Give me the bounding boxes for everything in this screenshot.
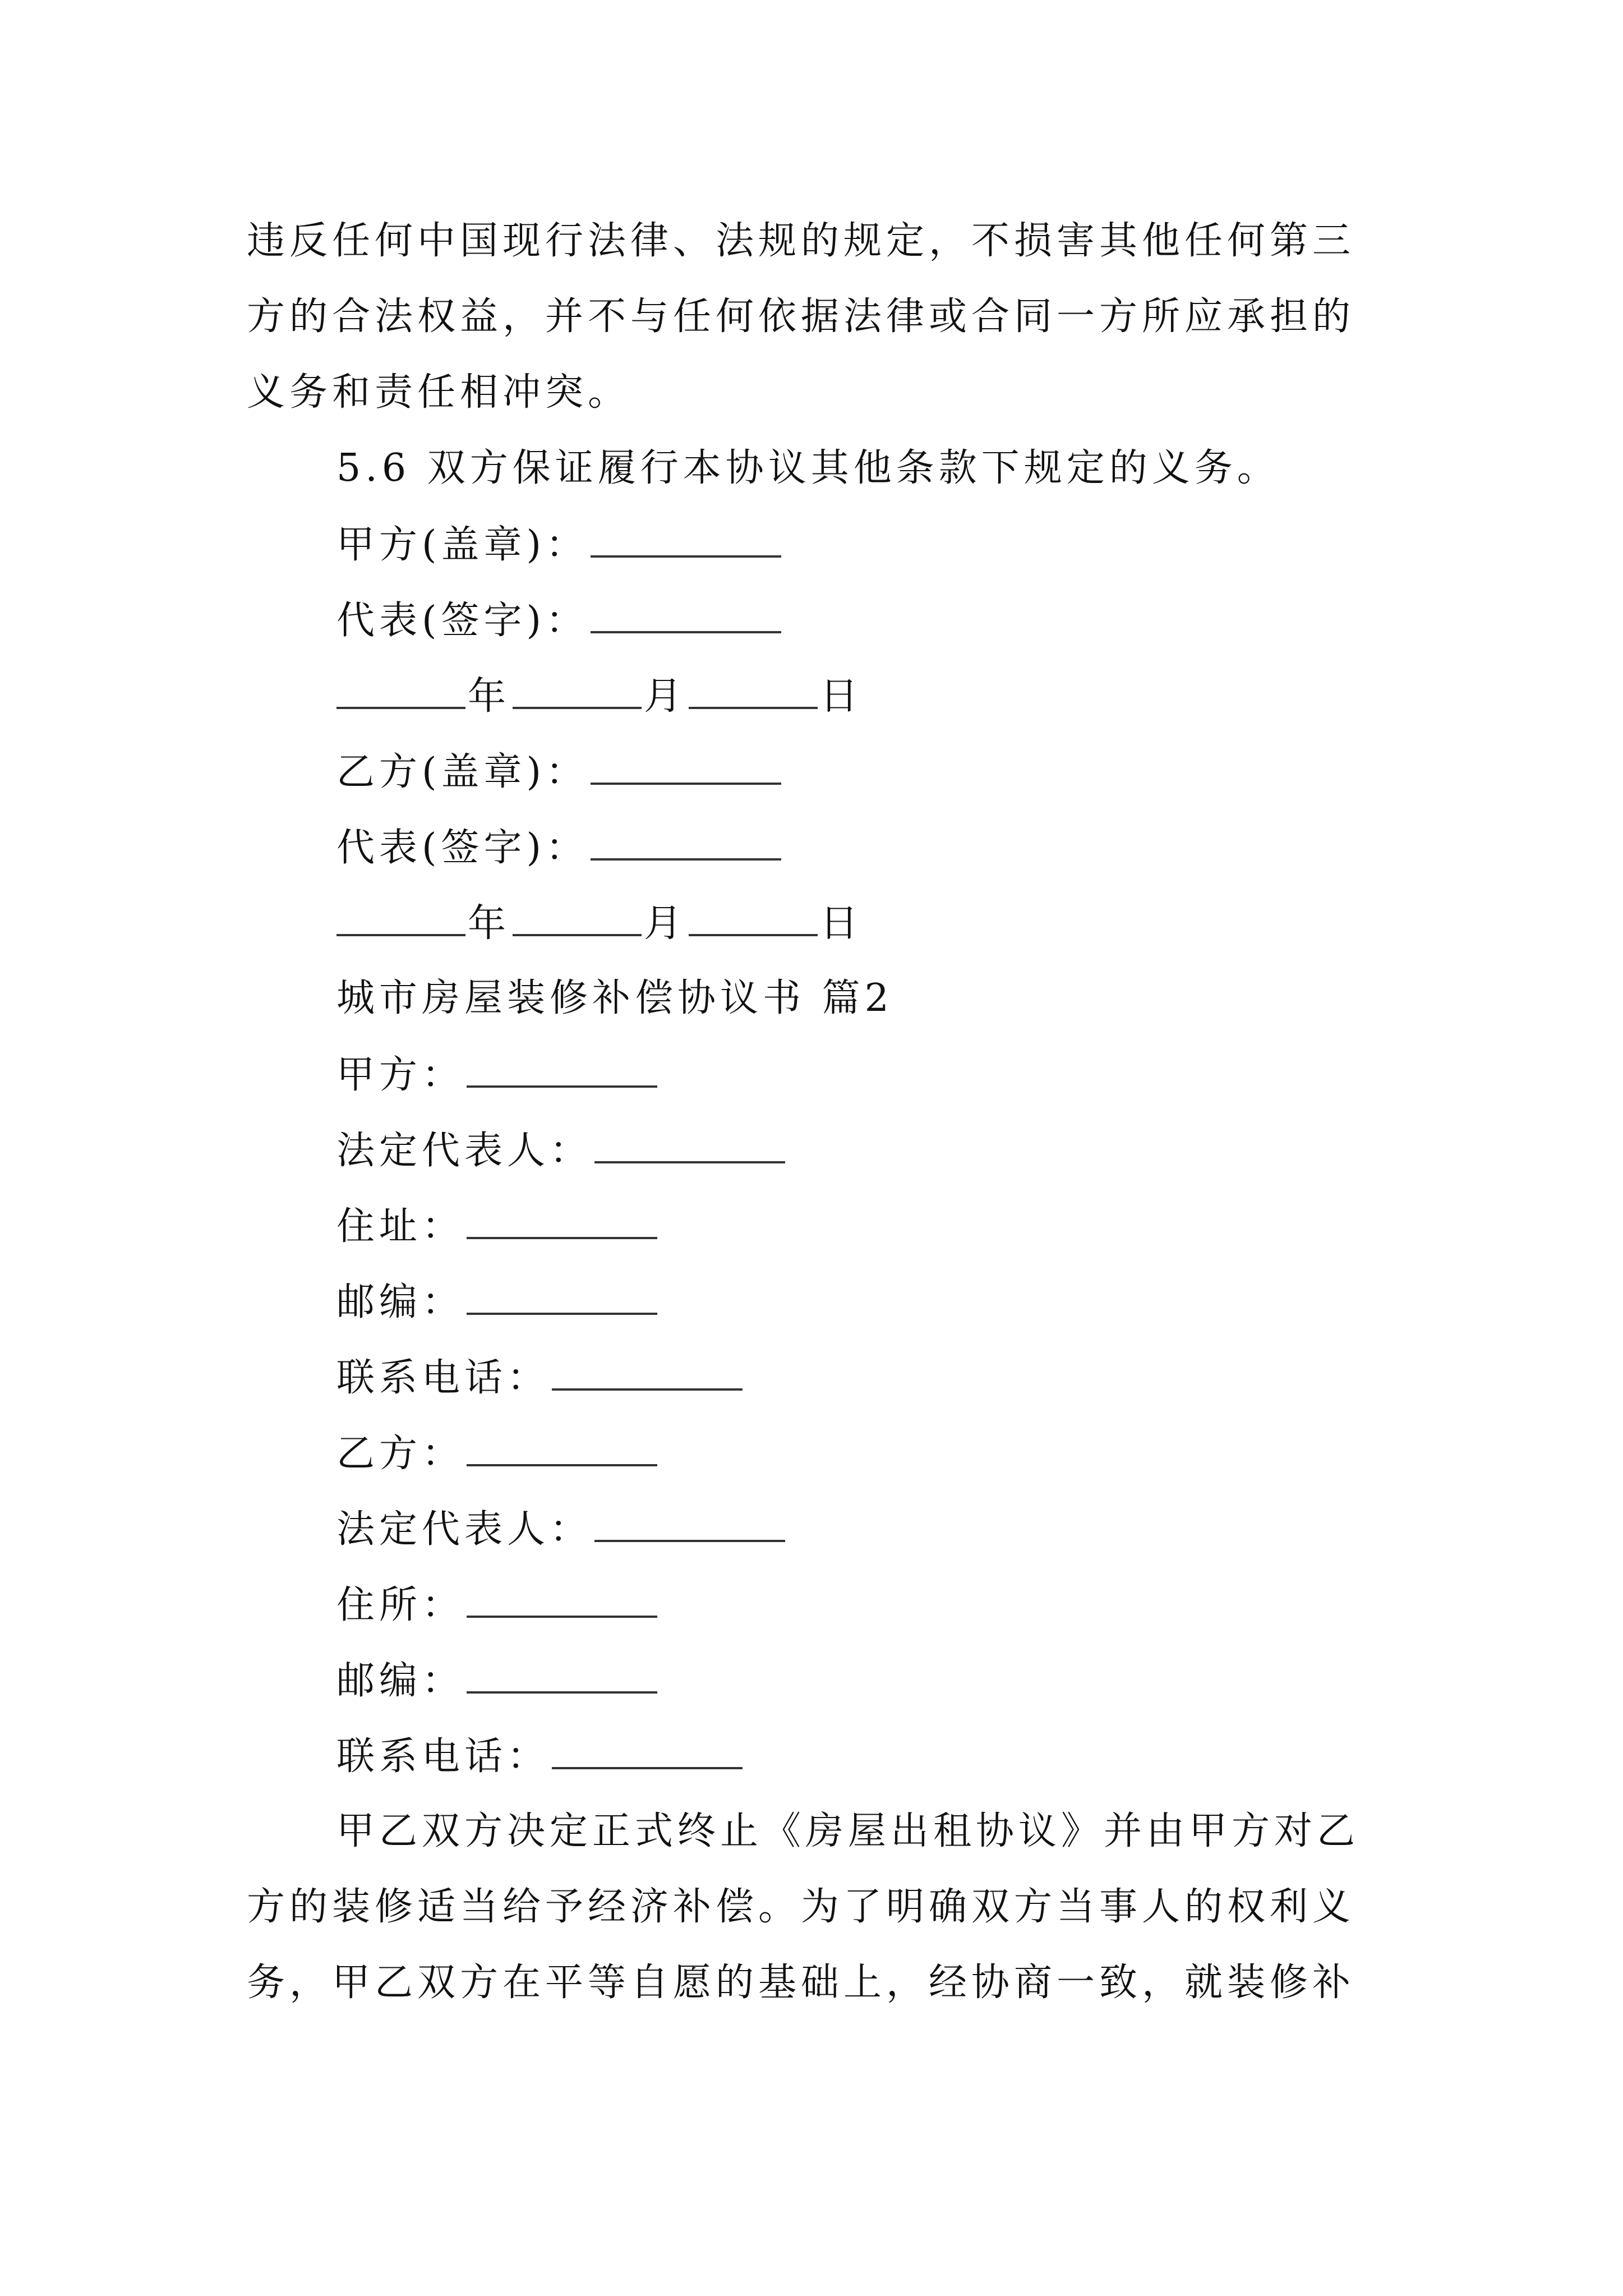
clause-5-6: 5.6 双方保证履行本协议其他条款下规定的义务。 (336, 446, 1280, 490)
party-a-legal-rep-field (336, 1122, 787, 1179)
blank-line (591, 592, 781, 633)
blank-line (689, 668, 818, 709)
party-b-address-field (336, 1576, 660, 1634)
blank-line (513, 895, 642, 936)
field-label: 住址： (336, 1204, 465, 1249)
blank-line (336, 895, 465, 936)
day-label: 日 (820, 901, 863, 946)
date-line-b (334, 895, 863, 952)
blank-line (594, 1501, 785, 1542)
blank-line (689, 895, 818, 936)
field-label: 甲方： (336, 1053, 465, 1097)
field-label: 乙方： (336, 1432, 465, 1476)
blank-line (552, 1349, 743, 1391)
section-title: 城市房屋装修补偿协议书 篇2 (336, 976, 893, 1020)
field-label: 邮编： (336, 1659, 465, 1703)
paragraph-line: 务，甲乙双方在平等自愿的基础上，经协商一致，就装修补 (247, 1961, 1355, 2005)
field-label: 联系电话： (336, 1734, 550, 1779)
month-label: 月 (644, 674, 687, 719)
blank-line (552, 1728, 743, 1769)
field-label: 乙方(盖章)： (336, 750, 589, 794)
sign-party-a-field (336, 516, 783, 573)
field-label: 邮编： (336, 1280, 465, 1324)
blank-line (467, 1046, 657, 1088)
blank-line (591, 516, 781, 558)
month-label: 月 (644, 901, 687, 946)
year-label: 年 (468, 901, 511, 946)
blank-line (467, 1273, 657, 1315)
date-line-a (334, 668, 863, 725)
sign-rep-a-field (336, 592, 783, 649)
party-a-name-field (336, 1046, 660, 1103)
paragraph-line: 方的合法权益，并不与任何依据法律或合同一方所应承担的 (247, 295, 1355, 339)
blank-line (467, 1652, 657, 1694)
blank-line (467, 1576, 657, 1618)
party-a-postcode-field (336, 1273, 660, 1331)
field-label: 代表(签字)： (336, 826, 589, 870)
blank-line (591, 743, 781, 785)
blank-line (467, 1198, 657, 1239)
field-label: 住所： (336, 1583, 465, 1627)
field-label: 联系电话： (336, 1356, 550, 1400)
paragraph-line: 义务和责任相冲突。 (247, 370, 631, 415)
party-b-name-field (336, 1425, 660, 1482)
paragraph-line: 方的装修适当给予经济补偿。为了明确双方当事人的权利义 (247, 1885, 1355, 1929)
blank-line (513, 668, 642, 709)
party-a-address-field (336, 1198, 660, 1255)
party-b-phone-field (336, 1728, 745, 1785)
field-label: 代表(签字)： (336, 599, 589, 643)
sign-rep-b-field (336, 819, 783, 876)
field-label: 法定代表人： (336, 1129, 593, 1173)
paragraph-line: 甲乙双方决定正式终止《房屋出租协议》并由甲方对乙 (336, 1809, 1360, 1853)
blank-line (467, 1425, 657, 1466)
blank-line (594, 1122, 785, 1163)
blank-line (591, 819, 781, 861)
blank-line (336, 668, 465, 709)
party-a-phone-field (336, 1349, 745, 1406)
paragraph-line: 违反任何中国现行法律、法规的规定，不损害其他任何第三 (247, 219, 1355, 263)
party-b-legal-rep-field (336, 1501, 787, 1558)
year-label: 年 (468, 674, 511, 719)
sign-party-b-field (336, 743, 783, 800)
day-label: 日 (820, 674, 863, 719)
field-label: 法定代表人： (336, 1507, 593, 1552)
party-b-postcode-field (336, 1652, 660, 1709)
field-label: 甲方(盖章)： (336, 523, 589, 567)
